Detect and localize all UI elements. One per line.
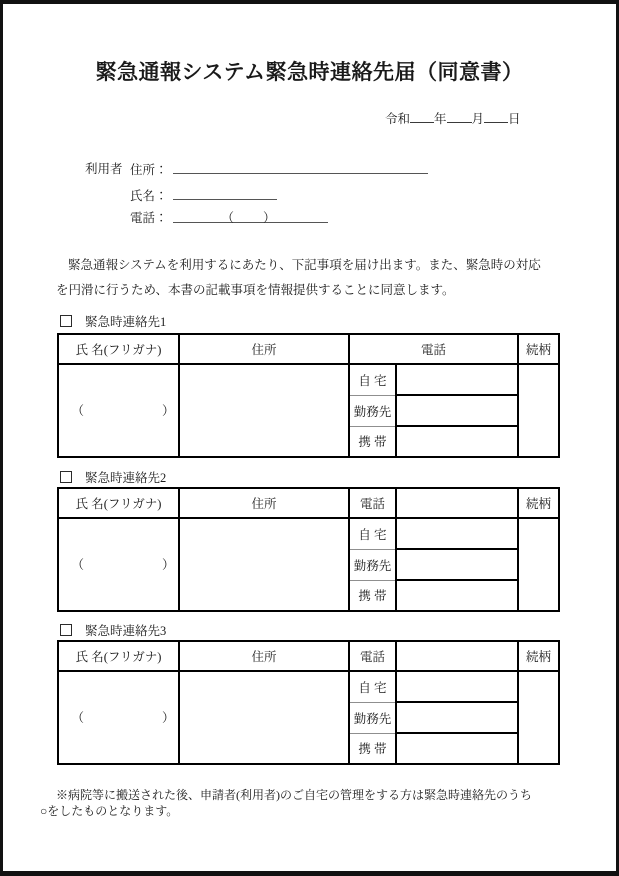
phone-mobile-label: 携 帯: [349, 733, 396, 764]
checkbox-icon[interactable]: [60, 471, 72, 483]
phone-home-cell[interactable]: [396, 364, 518, 395]
furigana-blank[interactable]: [84, 414, 162, 415]
address-cell[interactable]: [179, 671, 349, 764]
phone-blank-left: [173, 221, 222, 222]
address-blank-line[interactable]: [173, 159, 428, 174]
user-role-label: 利用者: [85, 162, 123, 176]
phone-paren-close: ）: [263, 211, 276, 225]
phone-home-label: 自 宅: [349, 671, 396, 702]
paren-close: ）: [162, 710, 175, 725]
phone-paren-open: （: [221, 211, 235, 225]
relation-header: 続柄: [518, 334, 559, 364]
relation-header: 続柄: [518, 488, 559, 518]
user-phone-row: [130, 208, 328, 226]
relation-cell[interactable]: [518, 671, 559, 764]
phone-home-label: 自 宅: [349, 518, 396, 549]
year-blank[interactable]: [410, 109, 434, 123]
phone-header-blank: [396, 488, 518, 518]
consent-line-2: を円滑に行うため、本書の記載事項を情報提供することに同意します。: [56, 283, 455, 297]
address-cell[interactable]: [179, 364, 349, 457]
phone-mobile-cell[interactable]: [396, 580, 518, 611]
paren-close: ）: [162, 557, 175, 572]
phone-mobile-label: 携 帯: [349, 426, 396, 457]
furigana-blank[interactable]: [84, 721, 162, 722]
day-blank[interactable]: [484, 109, 508, 123]
relation-header: 続柄: [518, 641, 559, 671]
address-header: 住所: [179, 641, 349, 671]
contact3-heading: [60, 621, 166, 639]
checkbox-icon[interactable]: [60, 315, 72, 327]
phone-work-label: 勤務先: [349, 549, 396, 580]
name-header: 氏 名(フリガナ): [58, 334, 179, 364]
name-cell[interactable]: [58, 518, 179, 611]
date-line: [385, 109, 521, 127]
phone-mobile-cell[interactable]: [396, 426, 518, 457]
page-title: 緊急通報システム緊急時連絡先届（同意書）: [95, 60, 524, 84]
user-address-row: [130, 159, 428, 178]
month-blank[interactable]: [447, 109, 472, 123]
phone-work-cell[interactable]: [396, 702, 518, 733]
contact2-table: [57, 487, 560, 612]
address-cell[interactable]: [179, 518, 349, 611]
name-cell[interactable]: [58, 671, 179, 764]
phone-mobile-label: 携 帯: [349, 580, 396, 611]
phone-work-cell[interactable]: [396, 395, 518, 426]
phone-work-cell[interactable]: [396, 549, 518, 580]
contact3-table: [57, 640, 560, 765]
phone-work-label: 勤務先: [349, 702, 396, 733]
relation-cell[interactable]: [518, 364, 559, 457]
name-cell[interactable]: [58, 364, 179, 457]
era-label: 令和: [385, 112, 411, 126]
furigana-parens: [59, 550, 178, 580]
contact1-table: [57, 333, 560, 458]
contact2-heading-label: 緊急時連絡先2: [85, 471, 167, 485]
paren-open: （: [71, 403, 84, 418]
phone-header: 電話: [349, 334, 518, 364]
phone-home-label: 自 宅: [349, 364, 396, 395]
name-label: 氏名：: [130, 189, 168, 203]
phone-header: 電話: [349, 488, 396, 518]
name-header: 氏 名(フリガナ): [58, 488, 179, 518]
month-suffix: 月: [471, 112, 485, 126]
contact1-heading: [60, 312, 166, 330]
address-header: 住所: [179, 488, 349, 518]
address-label: 住所：: [130, 163, 168, 177]
phone-blank-line[interactable]: [173, 208, 328, 223]
consent-line-1: 緊急通報システムを利用するにあたり、下記事項を届け出ます。また、緊急時の対応: [68, 258, 541, 272]
name-blank-line[interactable]: [173, 185, 277, 200]
phone-header: 電話: [349, 641, 396, 671]
phone-home-cell[interactable]: [396, 518, 518, 549]
day-suffix: 日: [508, 112, 521, 126]
user-name-row: [130, 185, 277, 204]
contact2-heading: [60, 468, 166, 486]
paren-open: （: [71, 710, 84, 725]
furigana-parens: [59, 396, 178, 426]
paren-open: （: [71, 557, 84, 572]
phone-label: 電話：: [130, 211, 168, 225]
contact1-heading-label: 緊急時連絡先1: [85, 315, 167, 329]
furigana-blank[interactable]: [84, 568, 162, 569]
furigana-parens: [59, 703, 178, 733]
footnote: [40, 788, 585, 819]
relation-cell[interactable]: [518, 518, 559, 611]
year-suffix: 年: [434, 112, 447, 126]
consent-text: [56, 253, 584, 303]
contact3-heading-label: 緊急時連絡先3: [85, 624, 167, 638]
name-header: 氏 名(フリガナ): [58, 641, 179, 671]
paren-close: ）: [162, 403, 175, 418]
checkbox-icon[interactable]: [60, 624, 72, 636]
address-header: 住所: [179, 334, 349, 364]
phone-header-blank: [396, 641, 518, 671]
phone-home-cell[interactable]: [396, 671, 518, 702]
footnote-line-1: ※病院等に搬送された後、申請者(利用者)のご自宅の管理をする方は緊急時連絡先のうち: [56, 788, 532, 802]
footnote-line-2: ○をしたものとなります。: [40, 803, 179, 818]
phone-area-code-blank[interactable]: [234, 221, 263, 222]
phone-work-label: 勤務先: [349, 395, 396, 426]
phone-mobile-cell[interactable]: [396, 733, 518, 764]
